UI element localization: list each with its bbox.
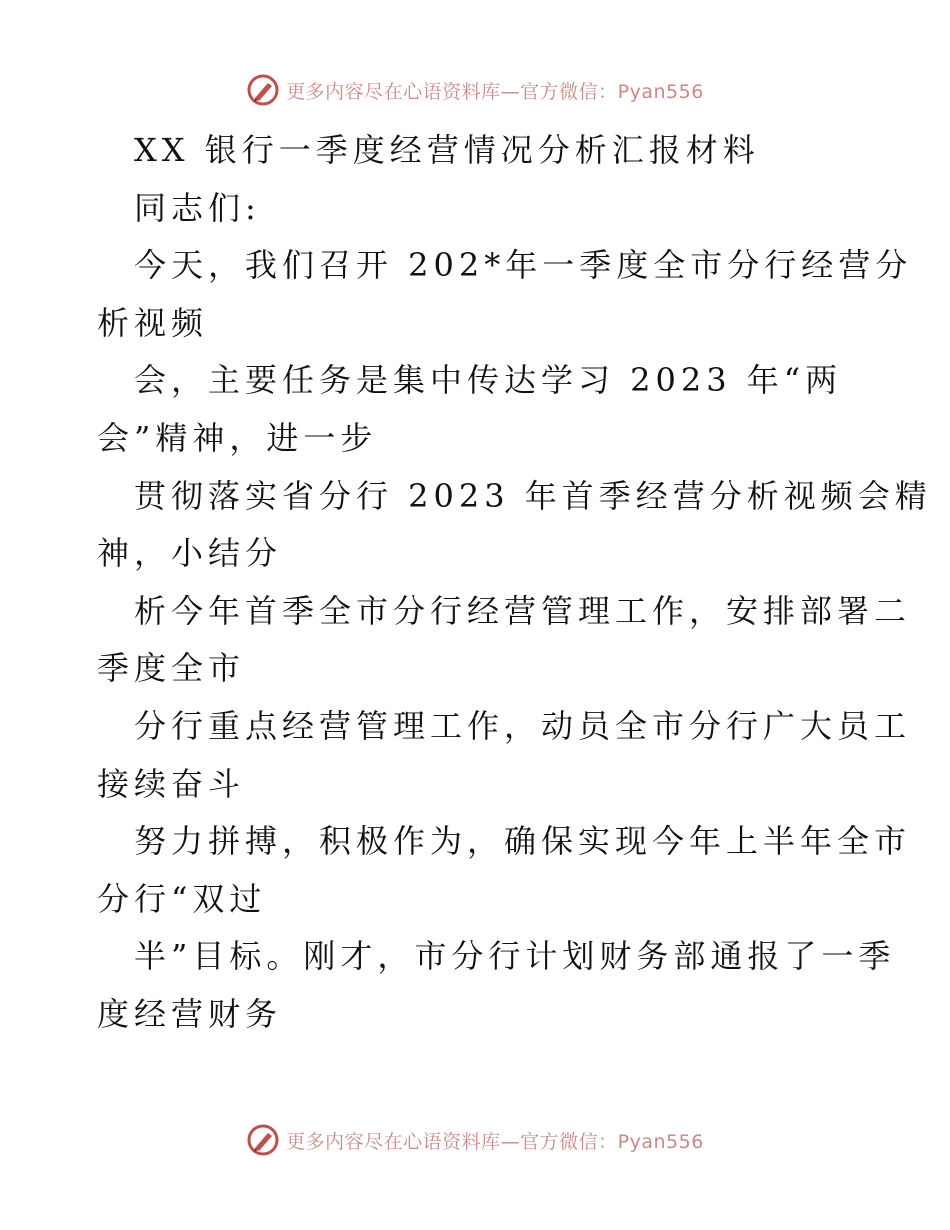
text-line: 会，主要任务是集中传达学习 2023 年“两: [134, 361, 843, 400]
text-line: 析视频: [97, 303, 209, 342]
text-line: 分行重点经营管理工作，动员全市分行广大员工: [134, 706, 912, 745]
watermark-text: 更多内容尽在心语资料库—官方微信：Pyan556: [286, 80, 704, 103]
text-line: 半”目标。刚才，市分行计划财务部通报了一季: [134, 937, 896, 976]
salutation: 同志们:: [134, 188, 261, 227]
document-title: XX 银行一季度经营情况分析汇报材料: [134, 131, 760, 169]
text-line: 贯彻落实省分行 2023 年首季经营分析视频会精: [134, 476, 932, 515]
text-line: 努力拼搏，积极作为，确保实现今年上半年全市: [134, 822, 912, 861]
footer-watermark: [0, 1120, 950, 1160]
text-line: 今天，我们召开 202*年一季度全市分行经营分: [134, 246, 913, 285]
text-line: 析今年首季全市分行经营管理工作，安排部署二: [134, 591, 912, 630]
text-line: 分行“双过: [97, 879, 267, 918]
text-line: 会”精神，进一步: [97, 418, 378, 457]
text-line: 度经营财务: [97, 994, 283, 1033]
document-body: [97, 122, 932, 1044]
text-line: 季度全市: [97, 649, 246, 688]
header-watermark: [0, 70, 950, 110]
pen-logo-icon: [246, 73, 280, 107]
pen-logo-icon: [246, 1123, 280, 1157]
text-line: 接续奋斗: [97, 764, 246, 803]
watermark-text: 更多内容尽在心语资料库—官方微信：Pyan556: [286, 1130, 704, 1153]
text-line: 神，小结分: [97, 534, 283, 573]
